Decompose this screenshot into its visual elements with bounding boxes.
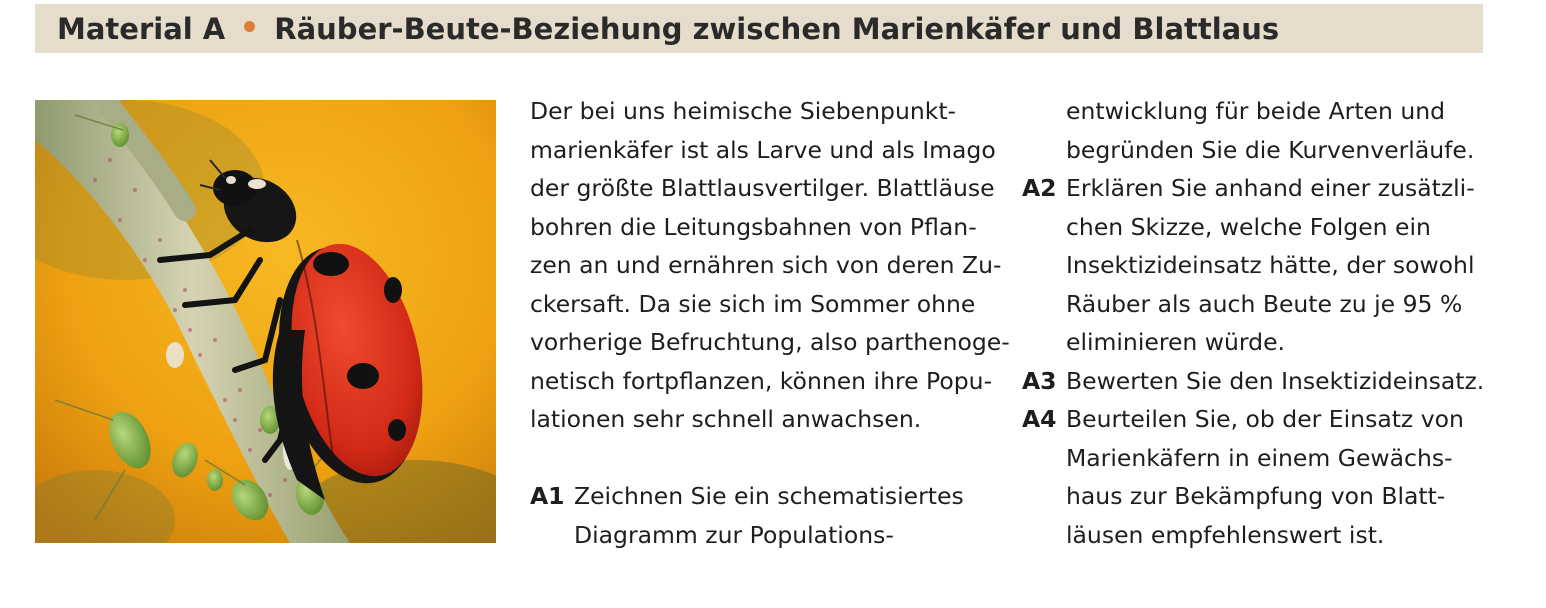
intro-line: Der bei uns heimische Siebenpunkt- <box>530 97 957 125</box>
task-text-line: läusen empfehlenswert ist. <box>1066 520 1385 549</box>
task-text-line: Räuber als auch Beute zu je 95 % <box>1066 289 1463 318</box>
intro-line: der größte Blattlausvertilger. Blattläuse <box>530 174 995 202</box>
material-label: Material A <box>57 11 226 46</box>
tasks-text-column <box>1022 92 1492 554</box>
intro-line: ckersaft. Da sie sich im Sommer ohne <box>530 289 976 318</box>
intro-line: lationen sehr schnell anwachsen. <box>530 405 922 433</box>
intro-text-column <box>530 92 1010 554</box>
intro-line: bohren die Leitungsbahnen von Pflan- <box>530 212 977 241</box>
spacer <box>530 439 1000 478</box>
task-text-line: Diagramm zur Populations- <box>574 520 894 549</box>
bullet-dot-icon <box>244 21 255 32</box>
task-text-line: entwicklung für beide Arten und <box>1066 97 1446 125</box>
task-text-line: begründen Sie die Kurvenverläufe. <box>1066 135 1475 164</box>
task-text-line: Zeichnen Sie ein schematisiertes <box>574 482 964 510</box>
task-a4 <box>1022 400 1492 439</box>
task-a3 <box>1022 362 1492 401</box>
intro-line: zen an und ernähren sich von deren Zu- <box>530 251 1002 279</box>
task-text-line: chen Skizze, welche Folgen ein <box>1066 212 1431 241</box>
task-label: A2 <box>1022 174 1057 202</box>
intro-line: netisch fortpflanzen, können ihre Popu- <box>530 366 993 395</box>
task-a1 <box>530 477 1000 516</box>
task-text-line: eliminieren würde. <box>1066 328 1285 356</box>
task-text-line: Bewerten Sie den Insektizideinsatz. <box>1066 366 1485 395</box>
intro-line: marienkäfer ist als Larve und als Imago <box>530 135 996 164</box>
material-title: Räuber-Beute-Beziehung zwischen Marienkäfer und Blattlaus <box>274 11 1280 46</box>
task-text-line: haus zur Bekämpfung von Blatt- <box>1066 482 1446 510</box>
task-text-line: Marienkäfern in einem Gewächs- <box>1066 443 1453 472</box>
task-label: A4 <box>1022 405 1057 433</box>
material-header <box>35 4 1483 53</box>
task-text-line: Erklären Sie anhand einer zusätzli- <box>1066 174 1475 202</box>
task-label: A3 <box>1022 366 1057 395</box>
task-label: A1 <box>530 482 565 510</box>
intro-line: vorherige Befruchtung, also parthenoge- <box>530 328 1010 356</box>
task-text-line: Insektizideinsatz hätte, der sowohl <box>1066 251 1475 279</box>
ladybug-photo <box>35 100 496 543</box>
task-a2 <box>1022 169 1492 208</box>
task-text-line: Beurteilen Sie, ob der Einsatz von <box>1066 405 1464 433</box>
